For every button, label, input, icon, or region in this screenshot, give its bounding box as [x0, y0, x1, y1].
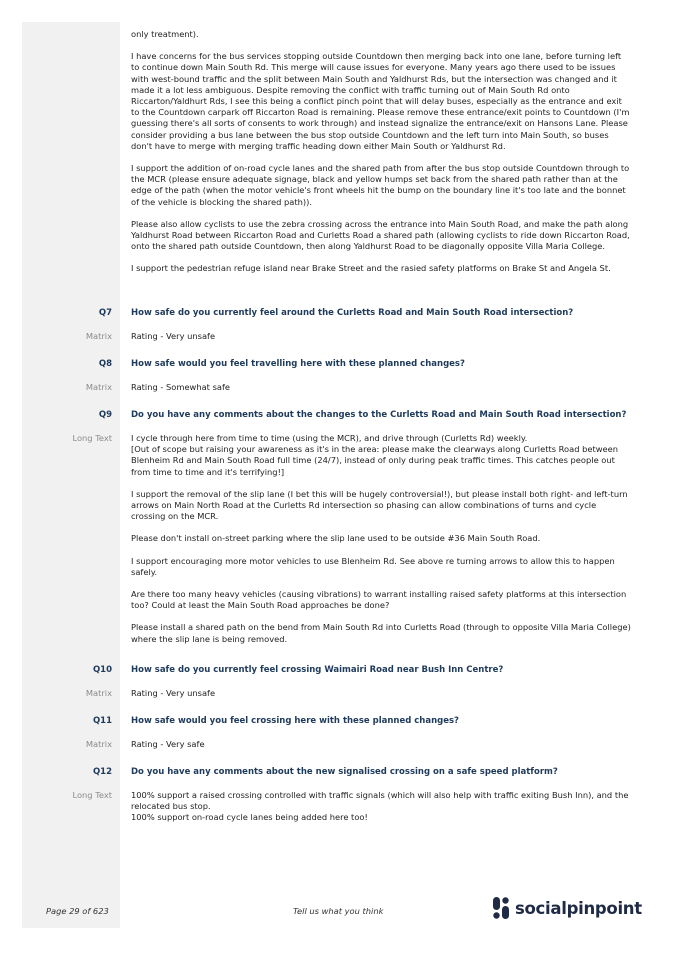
intro-comment: [131, 29, 631, 275]
answer-paragraph: I cycle through here from time to time (using the MCR), and drive through (Curletts Rd) weekly. [Out of scope but raising your awareness as it's in the area: please make the clearways along Curletts Road between Blenheim Rd and Main South Road full time (24/7), instead of only during peak traffic times. This catches people out from time to time and it's terrifying!]: [131, 433, 618, 477]
intro-paragraph: I support the pedestrian refuge island near Brake Street and the rasied safety platforms on Brake St and Angela St.: [131, 263, 611, 274]
answer-paragraph: Please install a shared path on the bend from Main South Rd into Curletts Road (through to opposite Villa Maria College) where the slip lane is being removed.: [131, 622, 631, 644]
question-number: Q8: [98, 359, 112, 369]
answer-text: Rating - Somewhat safe: [131, 382, 230, 392]
intro-paragraph: I support the addition of on-road cycle lanes and the shared path from after the bus stop outside Countdown through to the MCR (please ensure adequate signage, black and yellow humps set back from the shared path rather than at the edge of the path (when the motor vehicle's front wheels hit the bump on the boundary line it's too late and the bonnet of the vehicle is blocking the shared path)).: [131, 163, 630, 207]
question-number: Q7: [98, 308, 112, 318]
answer-paragraph: I support encouraging more motor vehicles to use Blenheim Rd. See above re turning arrows to allow this to happen safely.: [131, 555, 615, 577]
question-title: Do you have any comments about the new signalised crossing on a safe speed platform?: [131, 767, 558, 777]
question-title: How safe do you currently feel around the Curletts Road and Main South Road intersection?: [131, 308, 574, 318]
question-title: How safe would you feel travelling here with these planned changes?: [131, 359, 465, 369]
answer-type: Matrix: [85, 331, 112, 341]
answer-type: Matrix: [85, 382, 112, 392]
answer-text: Rating - Very unsafe: [131, 688, 216, 698]
intro-paragraph: I have concerns for the bus services stopping outside Countdown then merging back into one lane, before turning left to continue down Main South Rd. This merge will cause issues for everyone. Many years ago there used to be issues with west-bound traffic and the split between Main South and Yaldhurst Rds, but the intersection was changed and it made it a lot less ambiguous. Despite removing the conflict with traffic turning out of Main South Rd onto Riccarton/Yaldhurt Rds, I see this being a conflict pinch point that will delay buses, especially as the entrance and exit to the Countdown carpark off Riccarton Road is remaining. Please remove these entrance/exit points to Countdown (I'm guessing there's all sorts of consents to work through) and instead signalize the entrance/exit on Hansons Lane. Please consider providing a bus lane between the bus stop outside Countdown and the left turn into Main South, so buses don't have to merge with merging traffic heading down either Main South or Yaldhurst Rd.: [131, 51, 630, 151]
footer-tagline: Tell us what you think: [293, 906, 384, 916]
answer-text: 100% support a raised crossing controlled with traffic signals (which will also help with traffic exiting Bush Inn), and the relocated bus stop. 100% support on-road cycle lanes being added here too!: [131, 790, 629, 823]
pinpoint-logo-icon: [492, 896, 510, 920]
answer-text: Rating - Very safe: [131, 739, 205, 749]
question-number: Q12: [92, 767, 112, 777]
question-title: How safe would you feel crossing here with these planned changes?: [131, 716, 459, 726]
question-number: Q10: [92, 665, 112, 675]
answer-paragraph: Are there too many heavy vehicles (causing vibrations) to warrant installing raised safety platforms at this intersection too? Could at least the Main South Road approaches be done?: [131, 589, 627, 611]
intro-paragraph: Please also allow cyclists to use the zebra crossing across the entrance into Main South Road, and make the path along Yaldhurst Road between Riccarton Road and Curletts Road a shared path (allowing cyclists to ride down Riccarton Road, onto the shared path outside Countdown, then along Yaldhurst Road to be diagonally opposite Villa Maria College.: [131, 218, 630, 252]
intro-paragraph: only treatment).: [131, 29, 199, 39]
question-title: How safe do you currently feel crossing Waimairi Road near Bush Inn Centre?: [131, 665, 504, 675]
answer-type: Long Text: [72, 433, 112, 443]
answer-type: Matrix: [85, 688, 112, 698]
question-title: Do you have any comments about the changes to the Curletts Road and Main South Road intersection?: [131, 410, 627, 420]
answer-text: Rating - Very unsafe: [131, 331, 216, 341]
answer-paragraph: I support the removal of the slip lane (I bet this will be hugely controversial!), but please install both right- and left-turn arrows on Main North Road at the Curletts Rd intersection so phasing can allow combinations of turns and cycle crossing on the MCR.: [131, 488, 628, 522]
answer-type: Matrix: [85, 739, 112, 749]
question-number: Q11: [92, 716, 112, 726]
question-number: Q9: [98, 410, 112, 420]
socialpinpoint-logo: [492, 895, 642, 921]
brand-name: socialpinpoint: [515, 898, 642, 918]
answer-paragraph: Please don't install on-street parking where the slip lane used to be outside #36 Main South Road.: [131, 533, 541, 544]
answer-text: [131, 433, 631, 645]
answer-type: Long Text: [72, 790, 112, 800]
page-number: Page 29 of 623: [46, 906, 109, 916]
